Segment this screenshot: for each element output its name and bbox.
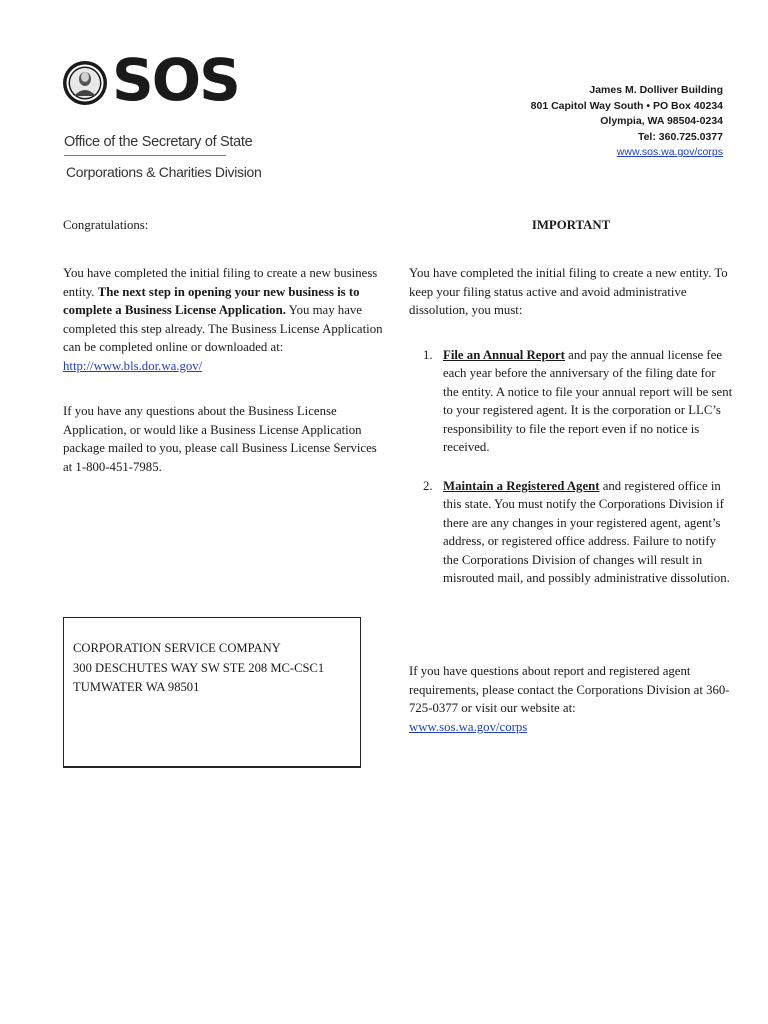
telephone: Tel: 360.725.0377 [637,130,723,143]
office-address [531,83,723,161]
list-item [409,346,733,457]
bls-dor-link[interactable]: http://www.bls.dor.wa.gov/ [63,358,203,373]
recipient-name: CORPORATION SERVICE COMPANY [73,641,281,655]
paragraph-text: You have completed the initial filing to create a new business entity. [63,266,378,299]
contact-text: If you have questions about report and registered agent requirements, please contact the Corporations Division at 360-725-0377 or visit our website at: [409,664,730,715]
recipient-address-box [63,617,361,768]
sos-wordmark: SOS [112,46,239,114]
salutation: Congratulations: [63,218,149,232]
important-column [409,216,733,588]
paragraph-text: You may have completed this step already. The Business License Application can be completed online or downloaded at: [63,303,383,354]
list-item [409,477,733,588]
sos-logo [62,46,262,186]
contact-paragraph [409,662,739,736]
recipient-city: TUMWATER WA 98501 [73,680,200,694]
city-state-zip: Olympia, WA 98504-0234 [600,115,723,127]
item-text: and registered office in this state. You must notify the Corporations Division if there are any changes in your registered agent, agent’s address, or registered office address. Failure to notify the Corporations Division of changes will result in misrouted mail, and possibly administrative dissolution. [443,478,730,585]
registered-agent-lead: Maintain a Registered Agent [443,478,600,493]
congratulations-column [63,216,385,476]
recipient-street: 300 DESCHUTES WAY SW STE 208 MC-CSC1 [73,660,325,675]
important-heading: IMPORTANT [531,218,611,232]
questions-paragraph: If you have any questions about the Business License Application, or would like a Business License Application package mailed to you, please call Business License Services at 1-800-451-7985. [63,404,377,474]
sos-corps-link[interactable]: www.sos.wa.gov/corps [409,719,528,734]
washington-state-seal-icon [62,60,108,106]
division-name: Corporations & Charities Division [66,164,262,180]
requirements-list [409,346,733,588]
item-text: and pay the annual license fee each year before the anniversary of the filing date for the entity. A notice to file your annual report will be sent to your registered agent. It is the corporation or LLC’s responsibility to file the report even if no notice is received. [443,347,733,454]
important-intro: You have completed the initial filing to create a new entity. To keep your filing status active and avoid administrative dissolution, you must: [409,266,728,317]
business-license-paragraph [63,264,385,375]
annual-report-lead: File an Annual Report [443,347,565,362]
item-number: 1. [423,347,433,362]
website-link[interactable]: www.sos.wa.gov/corps [616,146,723,158]
next-step-bold-text: The next step in opening your new business is to complete a Business License Application. [63,284,360,317]
logo-divider [64,155,226,156]
building-name: James M. Dolliver Building [589,84,723,96]
item-number: 2. [423,478,433,493]
street-address: 801 Capitol Way South • PO Box 40234 [530,99,723,112]
office-name: Office of the Secretary of State [64,134,253,150]
